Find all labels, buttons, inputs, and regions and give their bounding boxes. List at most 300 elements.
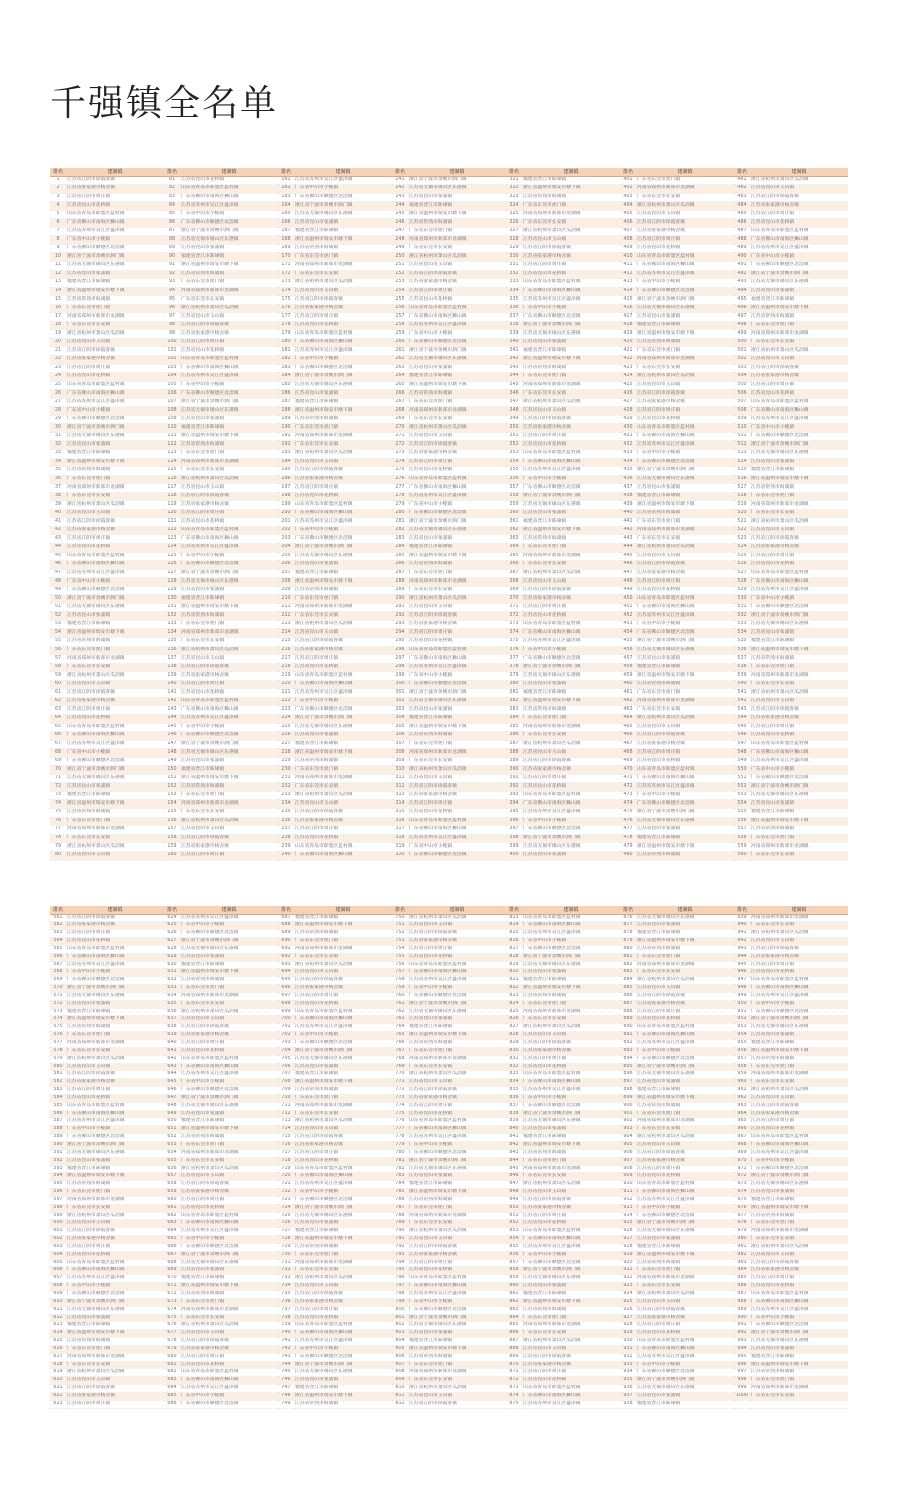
town-name-cell: 江苏省昆山市张浦镇 — [522, 851, 620, 860]
town-name-cell: 江苏省常熟市海虞镇 — [522, 1149, 620, 1157]
town-name-cell: 广东省东莞市长安镇 — [522, 1173, 620, 1181]
table-row — [50, 791, 848, 800]
town-name-cell: 江苏省昆山市花桥镇 — [750, 732, 848, 741]
rank-cell: 585 — [50, 1102, 66, 1110]
town-name-cell: 广东省佛山市南海区狮山镇 — [66, 390, 164, 399]
rank-cell: 975 — [734, 1196, 750, 1204]
table-row — [50, 1181, 848, 1189]
town-name-cell: 江苏省江阴市徐霞客镇 — [636, 1306, 734, 1314]
town-name-cell: 福建省晋江市陈埭镇 — [180, 766, 278, 775]
rank-cell: 540 — [734, 680, 750, 689]
rank-cell: 331 — [506, 261, 522, 270]
rank-cell: 131 — [164, 603, 180, 612]
town-name-cell: 广东省中山市小榄镇 — [408, 843, 506, 852]
rank-cell: 51 — [50, 603, 66, 612]
rank-cell: 484 — [734, 202, 750, 211]
rank-cell: 98 — [164, 321, 180, 330]
rank-cell: 143 — [164, 706, 180, 715]
town-name-cell: 广东省佛山市南海区狮山镇 — [636, 1345, 734, 1353]
town-name-cell: 江苏省昆山市张浦镇 — [636, 826, 734, 835]
town-name-cell: 广东省中山市小榄镇 — [294, 526, 392, 535]
town-name-cell: 江苏省苏州市吴江区盛泽镇 — [294, 689, 392, 698]
rank-cell: 504 — [734, 373, 750, 382]
rank-cell: 89 — [164, 244, 180, 253]
town-name-cell: 浙江省杭州市萧山区瓜沥镇 — [66, 1369, 164, 1377]
rank-cell: 258 — [392, 321, 408, 330]
rank-cell: 873 — [506, 1385, 522, 1393]
rank-cell: 845 — [506, 1165, 522, 1173]
rank-cell: 639 — [164, 1032, 180, 1040]
town-name-cell: 江苏省苏州市吴江区盛泽镇 — [294, 518, 392, 527]
rank-cell: 255 — [392, 296, 408, 305]
table-row — [50, 689, 848, 698]
rank-cell: 738 — [278, 1314, 294, 1322]
rank-cell: 264 — [392, 373, 408, 382]
town-name-cell: 山东省青岛市即墨区蓝村镇 — [180, 1212, 278, 1220]
town-name-cell: 浙江省温州市瑞安市塘下镇 — [522, 1298, 620, 1306]
rank-cell: 550 — [734, 766, 750, 775]
rank-cell: 382 — [506, 697, 522, 706]
rank-cell: 758 — [392, 977, 408, 985]
rank-cell: 994 — [734, 1345, 750, 1353]
rank-cell: 134 — [164, 629, 180, 638]
town-name-cell: 江苏省昆山市张浦镇 — [636, 484, 734, 493]
rank-header: 排名 — [50, 906, 66, 914]
town-name-cell: 福建省晋江市陈埭镇 — [522, 176, 620, 185]
town-name-cell: 江苏省昆山市玉山镇 — [66, 338, 164, 347]
town-name-cell: 江苏省无锡市锡山区东港镇 — [66, 774, 164, 783]
rank-cell: 897 — [620, 1079, 636, 1087]
rank-cell: 885 — [620, 985, 636, 993]
rank-cell: 19 — [50, 330, 66, 339]
town-name-cell: 广东省中山市小榄镇 — [294, 1189, 392, 1197]
rank-cell: 543 — [734, 706, 750, 715]
rank-cell: 827 — [506, 1024, 522, 1032]
rank-cell: 56 — [50, 646, 66, 655]
rank-cell: 121 — [164, 518, 180, 527]
rank-cell: 952 — [734, 1016, 750, 1024]
rank-cell: 8 — [50, 236, 66, 245]
rank-cell: 641 — [164, 1047, 180, 1055]
rank-cell: 423 — [620, 364, 636, 373]
town-name-cell: 广东省佛山市顺德区北滘镇 — [408, 1306, 506, 1314]
town-name-cell: 广东省佛山市南海区狮山镇 — [636, 603, 734, 612]
town-name-cell: 广东省佛山市南海区狮山镇 — [522, 1236, 620, 1244]
rank-cell: 654 — [164, 1149, 180, 1157]
town-name-cell: 广东省佛山市顺德区北滘镇 — [408, 680, 506, 689]
rank-cell: 341 — [506, 347, 522, 356]
town-name-cell: 广东省佛山市顺德区北滘镇 — [66, 1134, 164, 1142]
rank-cell: 755 — [392, 953, 408, 961]
town-name-cell: 江苏省常熟市海虞镇 — [750, 1055, 848, 1063]
rank-cell: 318 — [392, 834, 408, 843]
town-name-cell: 广东省中山市小榄镇 — [636, 279, 734, 288]
town-name-cell: 福建省晋江市陈埭镇 — [636, 1243, 734, 1251]
town-name-cell: 广东省东莞市长安镇 — [180, 296, 278, 305]
town-name-cell: 广东省东莞市虎门镇 — [66, 475, 164, 484]
rank-cell: 265 — [392, 381, 408, 390]
town-name-cell: 河南省郑州市新郑市龙湖镇 — [636, 355, 734, 364]
town-name-cell: 广东省佛山市南海区狮山镇 — [522, 287, 620, 296]
rank-cell: 724 — [278, 1204, 294, 1212]
town-name-cell: 江苏省昆山市花桥镇 — [180, 518, 278, 527]
rank-cell: 92 — [164, 270, 180, 279]
town-name-cell: 江苏省常熟市海虞镇 — [522, 193, 620, 202]
town-name-cell: 浙江省杭州市萧山区瓜沥镇 — [750, 930, 848, 938]
rank-cell: 372 — [506, 612, 522, 621]
town-name-cell: 广东省佛山市南海区狮山镇 — [180, 535, 278, 544]
town-name-cell: 浙江省宁波市余姚市泗门镇 — [636, 1220, 734, 1228]
rank-cell: 824 — [506, 1000, 522, 1008]
rank-cell: 422 — [620, 355, 636, 364]
rank-cell: 626 — [164, 930, 180, 938]
town-name-cell: 江苏省江阴市徐霞客镇 — [636, 390, 734, 399]
rank-cell: 977 — [734, 1212, 750, 1220]
table-row — [50, 1102, 848, 1110]
town-name-cell: 浙江省温州市瑞安市塘下镇 — [180, 1126, 278, 1134]
rank-cell: 30 — [50, 424, 66, 433]
rank-cell: 535 — [734, 638, 750, 647]
table-row — [50, 1275, 848, 1283]
rank-cell: 287 — [392, 569, 408, 578]
town-name-cell: 广东省中山市小榄镇 — [408, 1298, 506, 1306]
town-name-cell: 福建省晋江市陈埭镇 — [66, 1008, 164, 1016]
town-name-cell: 广东省佛山市顺德区北滘镇 — [522, 826, 620, 835]
rank-cell: 530 — [734, 595, 750, 604]
rank-cell: 371 — [506, 603, 522, 612]
rank-cell: 312 — [392, 783, 408, 792]
town-name-cell: 广东省佛山市南海区狮山镇 — [522, 922, 620, 930]
town-name-cell: 江苏省苏州市吴江区盛泽镇 — [66, 961, 164, 969]
town-name-cell: 江苏省江阴市徐霞客镇 — [294, 977, 392, 985]
rank-cell: 392 — [506, 783, 522, 792]
town-name-cell: 江苏省苏州市吴江区盛泽镇 — [180, 914, 278, 922]
town-name-cell: 山东省青岛市即墨区蓝村镇 — [180, 526, 278, 535]
town-name-cell: 广东省佛山市南海区狮山镇 — [636, 774, 734, 783]
rank-cell: 472 — [620, 783, 636, 792]
rank-cell: 328 — [506, 236, 522, 245]
table-row — [50, 1204, 848, 1212]
town-name-cell: 江苏省昆山市玉山镇 — [294, 629, 392, 638]
town-name-cell: 江苏省昆山市玉山镇 — [750, 1251, 848, 1259]
town-name-cell: 山东省青岛市即墨区蓝村镇 — [294, 1008, 392, 1016]
town-name-cell: 广东省佛山市南海区狮山镇 — [66, 953, 164, 961]
table-row — [50, 646, 848, 655]
rank-cell: 473 — [620, 791, 636, 800]
rank-cell: 201 — [278, 518, 294, 527]
rank-cell: 832 — [506, 1063, 522, 1071]
town-name-cell: 江苏省苏州市吴江区盛泽镇 — [750, 1149, 848, 1157]
town-name-cell: 江苏省无锡市锡山区东港镇 — [636, 1385, 734, 1393]
rank-cell: 373 — [506, 620, 522, 629]
rank-cell: 306 — [392, 732, 408, 741]
town-name-cell: 江苏省张家港市杨舍镇 — [408, 938, 506, 946]
rank-cell: 703 — [278, 1040, 294, 1048]
rank-cell: 424 — [620, 373, 636, 382]
rank-cell: 397 — [506, 826, 522, 835]
town-name-cell: 浙江省宁波市余姚市泗门镇 — [180, 227, 278, 236]
town-name-cell: 江苏省无锡市锡山区东港镇 — [294, 1055, 392, 1063]
rank-cell: 356 — [506, 475, 522, 484]
town-name-cell: 江苏省江阴市徐霞客镇 — [408, 612, 506, 621]
town-name-cell: 广东省东莞市虎门镇 — [636, 689, 734, 698]
rank-cell — [734, 1400, 750, 1408]
rank-cell: 605 — [50, 1259, 66, 1267]
rank-cell: 679 — [164, 1345, 180, 1353]
rank-cell: 868 — [506, 1345, 522, 1353]
table-row — [50, 774, 848, 783]
town-name-cell: 江苏省昆山市花桥镇 — [294, 663, 392, 672]
town-name-cell: 江苏省昆山市玉山镇 — [180, 1016, 278, 1024]
rank-cell: 925 — [620, 1298, 636, 1306]
rank-cell: 267 — [392, 398, 408, 407]
town-name-cell: 广东省佛山市南海区狮山镇 — [408, 1126, 506, 1134]
rank-cell: 644 — [164, 1071, 180, 1079]
rank-cell: 242 — [392, 185, 408, 194]
rank-cell: 670 — [164, 1275, 180, 1283]
town-name-cell: 广东省中山市小榄镇 — [294, 185, 392, 194]
rank-cell: 126 — [164, 561, 180, 570]
town-name-cell: 广东省东莞市虎门镇 — [66, 304, 164, 313]
rank-cell: 470 — [620, 766, 636, 775]
rank-cell: 277 — [392, 484, 408, 493]
table-row — [50, 992, 848, 1000]
town-name-cell: 广东省佛山市南海区狮山镇 — [66, 1267, 164, 1275]
rank-cell: 586 — [50, 1110, 66, 1118]
rank-cell: 789 — [392, 1220, 408, 1228]
town-name-cell: 江苏省江阴市徐霞客镇 — [180, 492, 278, 501]
town-name-cell: 广东省东莞市虎门镇 — [636, 953, 734, 961]
table-row — [50, 1000, 848, 1008]
town-name-cell: 河南省郑州市新郑市龙湖镇 — [180, 629, 278, 638]
rank-cell: 99 — [164, 330, 180, 339]
rank-cell: 197 — [278, 484, 294, 493]
town-name-cell: 广东省东莞市虎门镇 — [180, 279, 278, 288]
town-name-cell: 广东省佛山市南海区狮山镇 — [66, 732, 164, 741]
town-name-cell: 河南省郑州市新郑市龙湖镇 — [180, 287, 278, 296]
town-name-cell: 福建省晋江市陈埭镇 — [180, 1275, 278, 1283]
rank-cell: 776 — [392, 1118, 408, 1126]
rank-cell: 366 — [506, 561, 522, 570]
town-name-cell: 江苏省江阴市周庄镇 — [66, 930, 164, 938]
rank-cell: 893 — [620, 1047, 636, 1055]
rank-cell: 735 — [278, 1291, 294, 1299]
town-name-cell: 江苏省张家港市杨舍镇 — [636, 398, 734, 407]
rank-header: 排名 — [392, 168, 408, 176]
rank-cell: 955 — [734, 1040, 750, 1048]
town-name-cell: 广东省东莞市长安镇 — [522, 1016, 620, 1024]
rank-cell: 27 — [50, 398, 66, 407]
town-name-cell: 江苏省常熟市海虞镇 — [750, 484, 848, 493]
town-name-cell: 浙江省杭州市萧山区瓜沥镇 — [408, 424, 506, 433]
rank-cell: 521 — [734, 518, 750, 527]
town-name-cell: 广东省佛山市南海区狮山镇 — [636, 1032, 734, 1040]
town-name-cell: 江苏省昆山市花桥镇 — [66, 373, 164, 382]
rank-cell: 361 — [506, 518, 522, 527]
town-name-cell: 江苏省苏州市吴江区盛泽镇 — [750, 586, 848, 595]
town-name-cell: 广东省东莞市虎门镇 — [636, 1110, 734, 1118]
rank-cell: 118 — [164, 492, 180, 501]
rank-cell: 889 — [620, 1016, 636, 1024]
town-name-cell: 浙江省温州市瑞安市塘下镇 — [408, 1189, 506, 1197]
town-name-cell: 江苏省昆山市张浦镇 — [66, 1157, 164, 1165]
rank-cell: 745 — [278, 1369, 294, 1377]
rank-cell: 296 — [392, 646, 408, 655]
rank-cell: 469 — [620, 757, 636, 766]
rank-cell: 906 — [620, 1149, 636, 1157]
town-name-cell: 江苏省常熟市海虞镇 — [636, 945, 734, 953]
rank-cell: 969 — [734, 1149, 750, 1157]
town-name-cell: 江苏省无锡市锡山区东港镇 — [294, 552, 392, 561]
rank-cell: 907 — [620, 1157, 636, 1165]
table-row — [50, 1196, 848, 1204]
rank-cell: 916 — [620, 1228, 636, 1236]
town-name-cell: 浙江省杭州市萧山区瓜沥镇 — [636, 714, 734, 723]
town-name-cell: 河南省郑州市新郑市龙湖镇 — [294, 432, 392, 441]
rank-cell: 978 — [734, 1220, 750, 1228]
town-name-cell: 广东省东莞市长安镇 — [750, 851, 848, 860]
town-name-cell: 广东省东莞市虎门镇 — [180, 791, 278, 800]
rank-cell: 728 — [278, 1236, 294, 1244]
rank-cell: 710 — [278, 1094, 294, 1102]
town-name-cell: 江苏省苏州市吴江区盛泽镇 — [750, 1306, 848, 1314]
rank-cell: 31 — [50, 432, 66, 441]
rank-cell: 698 — [278, 1000, 294, 1008]
rank-cell: 85 — [164, 210, 180, 219]
town-name-cell: 山东省青岛市即墨区蓝村镇 — [408, 1275, 506, 1283]
rank-cell: 476 — [620, 817, 636, 826]
rank-cell: 230 — [278, 766, 294, 775]
rank-cell: 218 — [278, 663, 294, 672]
rank-cell: 104 — [164, 373, 180, 382]
town-name-cell: 浙江省温州市瑞安市塘下镇 — [522, 1141, 620, 1149]
table-row — [50, 1071, 848, 1079]
town-name-cell: 江苏省张家港市杨舍镇 — [522, 253, 620, 262]
rank-cell: 169 — [278, 244, 294, 253]
rank-cell: 616 — [50, 1345, 66, 1353]
town-name-cell: 江苏省昆山市玉山镇 — [750, 526, 848, 535]
town-name-cell: 广东省佛山市南海区狮山镇 — [408, 484, 506, 493]
town-name-cell: 浙江省杭州市萧山区瓜沥镇 — [294, 620, 392, 629]
rank-cell: 60 — [50, 680, 66, 689]
rank-cell: 706 — [278, 1063, 294, 1071]
table-row — [50, 398, 848, 407]
rank-cell: 315 — [392, 808, 408, 817]
town-name-cell: 福建省晋江市陈埭镇 — [408, 1338, 506, 1346]
town-name-cell: 江苏省江阴市周庄镇 — [522, 774, 620, 783]
rank-cell: 200 — [278, 509, 294, 518]
town-name-cell: 山东省青岛市即墨区蓝村镇 — [750, 569, 848, 578]
town-name-cell: 江苏省常熟市海虞镇 — [408, 219, 506, 228]
rank-cell: 320 — [392, 851, 408, 860]
rank-cell: 317 — [392, 826, 408, 835]
town-name-cell: 江苏省江阴市周庄镇 — [294, 992, 392, 1000]
town-name-cell: 浙江省温州市瑞安市塘下镇 — [408, 723, 506, 732]
rank-cell: 18 — [50, 321, 66, 330]
town-name-cell: 广东省佛山市顺德区北滘镇 — [636, 1055, 734, 1063]
town-name-cell: 广东省东莞市虎门镇 — [294, 766, 392, 775]
rank-cell: 942 — [734, 938, 750, 946]
town-name-cell: 江苏省昆山市张浦镇 — [408, 535, 506, 544]
town-name-cell: 浙江省杭州市萧山区瓜沥镇 — [180, 646, 278, 655]
town-name-cell: 浙江省杭州市萧山区瓜沥镇 — [294, 791, 392, 800]
rank-cell: 83 — [164, 193, 180, 202]
town-name-cell: 河南省郑州市新郑市龙湖镇 — [294, 945, 392, 953]
town-name-cell: 河南省郑州市新郑市龙湖镇 — [180, 1306, 278, 1314]
table-row — [50, 985, 848, 993]
town-name-cell: 山东省青岛市即墨区蓝村镇 — [522, 279, 620, 288]
town-name-cell: 广东省东莞市长安镇 — [408, 1063, 506, 1071]
town-name-cell: 浙江省温州市瑞安市塘下镇 — [294, 407, 392, 416]
rank-cell: 62 — [50, 697, 66, 706]
town-name-cell: 浙江省温州市瑞安市塘下镇 — [294, 578, 392, 587]
rank-cell: 182 — [278, 355, 294, 364]
town-name-cell: 广东省东莞市虎门镇 — [180, 620, 278, 629]
rank-cell: 162 — [278, 185, 294, 194]
rank-cell: 768 — [392, 1055, 408, 1063]
table-row — [50, 732, 848, 741]
rank-cell: 270 — [392, 424, 408, 433]
rank-cell: 73 — [50, 791, 66, 800]
town-name-cell: 福建省晋江市陈埭镇 — [522, 689, 620, 698]
town-name-cell: 浙江省杭州市萧山区瓜沥镇 — [636, 977, 734, 985]
rank-cell: 719 — [278, 1165, 294, 1173]
town-name-cell: 江苏省江阴市徐霞客镇 — [408, 1087, 506, 1095]
town-name-cell: 江苏省江阴市周庄镇 — [636, 1008, 734, 1016]
town-name-cell: 广东省东莞市长安镇 — [636, 535, 734, 544]
rank-cell: 998 — [734, 1377, 750, 1385]
town-name-cell: 江苏省无锡市锡山区东港镇 — [750, 791, 848, 800]
town-name-cell: 河南省郑州市新郑市龙湖镇 — [408, 1369, 506, 1377]
rank-cell: 381 — [506, 689, 522, 698]
table-row — [50, 176, 848, 185]
rank-header: 排名 — [50, 168, 66, 176]
town-name-cell: 浙江省宁波市余姚市泗门镇 — [750, 270, 848, 279]
rank-cell: 91 — [164, 261, 180, 270]
table-row — [50, 364, 848, 373]
rank-cell: 110 — [164, 424, 180, 433]
town-name-cell: 江苏省昆山市玉山镇 — [750, 355, 848, 364]
rank-cell: 887 — [620, 1000, 636, 1008]
rank-cell: 459 — [620, 672, 636, 681]
town-name-cell: 福建省晋江市陈埭镇 — [294, 914, 392, 922]
town-name-cell: 广东省佛山市顺德区北滘镇 — [180, 732, 278, 741]
rank-cell: 996 — [734, 1361, 750, 1369]
town-name-cell: 江苏省昆山市张浦镇 — [408, 1173, 506, 1181]
town-name-cell: 广东省东莞市虎门镇 — [750, 1063, 848, 1071]
town-name-cell: 江苏省昆山市花桥镇 — [522, 1220, 620, 1228]
rank-cell: 957 — [734, 1055, 750, 1063]
rank-cell: 614 — [50, 1330, 66, 1338]
rank-cell: 7 — [50, 227, 66, 236]
town-name-cell: 江苏省苏州市吴江区盛泽镇 — [66, 1275, 164, 1283]
rank-cell: 410 — [620, 253, 636, 262]
table-row — [50, 1141, 848, 1149]
rank-cell: 727 — [278, 1228, 294, 1236]
town-name-cell: 广东省东莞市虎门镇 — [636, 347, 734, 356]
town-name-cell: 广东省东莞市长安镇 — [66, 1204, 164, 1212]
town-name-cell: 江苏省江阴市周庄镇 — [66, 193, 164, 202]
town-name-cell: 江苏省昆山市张浦镇 — [636, 313, 734, 322]
rank-cell: 346 — [506, 390, 522, 399]
town-name-cell: 山东省青岛市即墨区蓝村镇 — [750, 398, 848, 407]
town-name-cell: 福建省晋江市陈埭镇 — [636, 1400, 734, 1408]
rank-cell: 152 — [164, 783, 180, 792]
town-name-cell: 广东省东莞市虎门镇 — [408, 569, 506, 578]
rank-cell: 786 — [392, 1196, 408, 1204]
town-name-cell: 浙江省杭州市萧山区瓜沥镇 — [408, 595, 506, 604]
name-header: 建制镇 — [294, 168, 392, 176]
